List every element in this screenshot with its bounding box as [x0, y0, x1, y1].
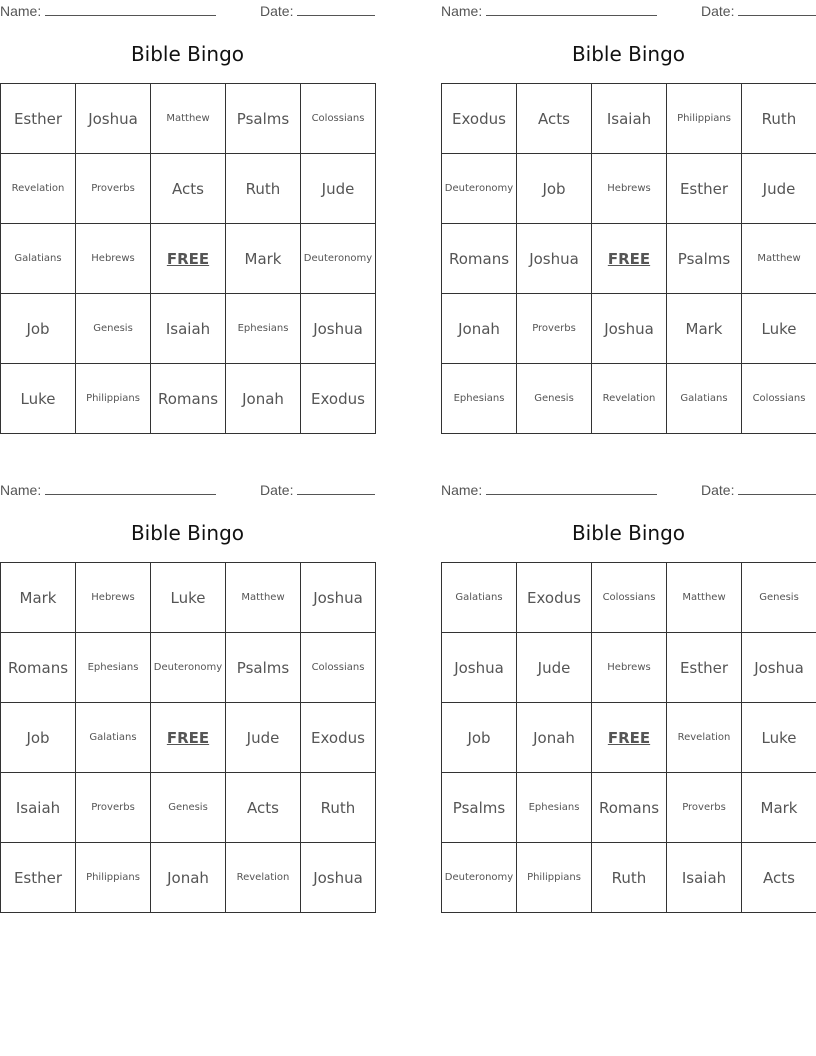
bingo-cell[interactable]: Joshua — [742, 633, 816, 703]
bingo-cell[interactable]: Esther — [1, 843, 76, 913]
card-header — [441, 481, 816, 499]
bingo-cell[interactable]: Deuteronomy — [442, 843, 517, 913]
bingo-cell[interactable]: Ephesians — [442, 364, 517, 434]
name-line — [45, 2, 216, 16]
bingo-cell[interactable]: Revelation — [226, 843, 301, 913]
free-space[interactable]: FREE — [151, 224, 226, 294]
bingo-cell[interactable]: Job — [1, 703, 76, 773]
bingo-row — [442, 563, 816, 633]
bingo-row — [1, 84, 376, 154]
bingo-cell[interactable]: Proverbs — [517, 294, 592, 364]
bingo-cell[interactable]: Acts — [742, 843, 816, 913]
bingo-cell[interactable]: Jonah — [442, 294, 517, 364]
bingo-cell[interactable]: Revelation — [592, 364, 667, 434]
name-line — [486, 2, 657, 16]
bingo-cell[interactable]: Colossians — [592, 563, 667, 633]
card-header — [0, 481, 375, 499]
bingo-grid — [0, 83, 376, 434]
date-field[interactable] — [260, 2, 375, 19]
bingo-cell[interactable]: Ephesians — [76, 633, 151, 703]
bingo-cell[interactable]: Deuteronomy — [442, 154, 517, 224]
bingo-cell[interactable]: Mark — [226, 224, 301, 294]
card-title: Bible Bingo — [130, 521, 245, 545]
bingo-cell[interactable]: Luke — [742, 294, 816, 364]
bingo-cell[interactable]: Esther — [667, 154, 742, 224]
bingo-cell[interactable]: Jonah — [517, 703, 592, 773]
bingo-cell[interactable]: Revelation — [1, 154, 76, 224]
date-field[interactable] — [701, 2, 816, 19]
bingo-cell[interactable]: Ruth — [226, 154, 301, 224]
bingo-cell[interactable]: Ruth — [592, 843, 667, 913]
bingo-card — [441, 479, 816, 913]
bingo-cell[interactable]: Matthew — [226, 563, 301, 633]
bingo-row — [442, 633, 816, 703]
bingo-cell[interactable]: Matthew — [667, 563, 742, 633]
bingo-row — [442, 154, 816, 224]
bingo-cell[interactable]: Philippians — [76, 364, 151, 434]
bingo-row — [442, 773, 816, 843]
bingo-grid — [441, 83, 816, 434]
bingo-cell[interactable]: Jude — [742, 154, 816, 224]
name-label: Name: — [441, 482, 483, 498]
bingo-row — [1, 843, 376, 913]
bingo-cell[interactable]: Isaiah — [1, 773, 76, 843]
bingo-cell[interactable]: Jude — [301, 154, 376, 224]
bingo-card — [0, 479, 375, 913]
bingo-row — [442, 224, 816, 294]
bingo-cell[interactable]: Hebrews — [592, 633, 667, 703]
bingo-row — [442, 364, 816, 434]
bingo-cell[interactable]: Philippians — [667, 84, 742, 154]
bingo-row — [1, 773, 376, 843]
bingo-row — [1, 703, 376, 773]
bingo-cell[interactable]: Joshua — [301, 563, 376, 633]
bingo-cell[interactable]: Ephesians — [226, 294, 301, 364]
bingo-row — [1, 224, 376, 294]
card-title: Bible Bingo — [571, 521, 686, 545]
bingo-cell[interactable]: Jonah — [226, 364, 301, 434]
bingo-cell[interactable]: Acts — [517, 84, 592, 154]
bingo-cell[interactable]: Job — [1, 294, 76, 364]
bingo-cell[interactable]: Acts — [226, 773, 301, 843]
bingo-cell[interactable]: Exodus — [517, 563, 592, 633]
bingo-cell[interactable]: Proverbs — [76, 154, 151, 224]
bingo-cell[interactable]: Genesis — [76, 294, 151, 364]
bingo-cell[interactable]: Galatians — [667, 364, 742, 434]
bingo-cell[interactable]: Acts — [151, 154, 226, 224]
date-field[interactable] — [701, 481, 816, 498]
date-label: Date: — [260, 3, 294, 19]
bingo-cell[interactable]: Colossians — [742, 364, 816, 434]
bingo-cell[interactable]: Jonah — [151, 843, 226, 913]
bingo-cell[interactable]: Ruth — [301, 773, 376, 843]
name-field[interactable] — [441, 2, 657, 19]
bingo-cell[interactable]: Philippians — [76, 843, 151, 913]
bingo-cell[interactable]: Exodus — [301, 703, 376, 773]
bingo-cell[interactable]: Proverbs — [667, 773, 742, 843]
bingo-cell[interactable]: Job — [517, 154, 592, 224]
bingo-cell[interactable]: Jude — [517, 633, 592, 703]
bingo-cell[interactable]: Job — [442, 703, 517, 773]
bingo-cell[interactable]: Luke — [742, 703, 816, 773]
date-line — [738, 2, 816, 16]
name-label: Name: — [0, 3, 42, 19]
bingo-row — [442, 294, 816, 364]
bingo-cell[interactable]: Matthew — [151, 84, 226, 154]
bingo-row — [1, 633, 376, 703]
bingo-cell[interactable]: Revelation — [667, 703, 742, 773]
bingo-cell[interactable]: Colossians — [301, 633, 376, 703]
card-header — [0, 2, 375, 20]
bingo-card — [441, 0, 816, 434]
bingo-cell[interactable]: Philippians — [517, 843, 592, 913]
name-label: Name: — [0, 482, 42, 498]
bingo-cell[interactable]: Joshua — [442, 633, 517, 703]
bingo-cell[interactable]: Romans — [592, 773, 667, 843]
free-space[interactable]: FREE — [592, 703, 667, 773]
bingo-row — [1, 364, 376, 434]
bingo-cell[interactable]: Joshua — [592, 294, 667, 364]
bingo-cell[interactable]: Galatians — [442, 563, 517, 633]
bingo-row — [442, 703, 816, 773]
date-label: Date: — [701, 482, 735, 498]
name-line — [486, 481, 657, 495]
bingo-cell[interactable]: Isaiah — [592, 84, 667, 154]
bingo-row — [442, 84, 816, 154]
bingo-cell[interactable]: Psalms — [226, 633, 301, 703]
bingo-card — [0, 0, 375, 434]
date-line — [738, 481, 816, 495]
bingo-row — [1, 294, 376, 364]
bingo-cell[interactable]: Deuteronomy — [301, 224, 376, 294]
bingo-cell[interactable]: Romans — [1, 633, 76, 703]
bingo-cell[interactable]: Proverbs — [76, 773, 151, 843]
bingo-cell[interactable]: Ruth — [742, 84, 816, 154]
bingo-cell[interactable]: Luke — [151, 563, 226, 633]
bingo-cell[interactable]: Romans — [151, 364, 226, 434]
bingo-cell[interactable]: Esther — [1, 84, 76, 154]
bingo-cell[interactable]: Genesis — [742, 563, 816, 633]
bingo-cell[interactable]: Joshua — [301, 843, 376, 913]
bingo-row — [442, 843, 816, 913]
bingo-cell[interactable]: Mark — [1, 563, 76, 633]
bingo-cell[interactable]: Galatians — [76, 703, 151, 773]
date-line — [297, 2, 375, 16]
name-line — [45, 481, 216, 495]
bingo-cell[interactable]: Mark — [742, 773, 816, 843]
bingo-cell[interactable]: Joshua — [301, 294, 376, 364]
name-field[interactable] — [441, 481, 657, 498]
bingo-cell[interactable]: Exodus — [442, 84, 517, 154]
bingo-cell[interactable]: Deuteronomy — [151, 633, 226, 703]
bingo-cell[interactable]: Romans — [442, 224, 517, 294]
bingo-cell[interactable]: Psalms — [442, 773, 517, 843]
bingo-cell[interactable]: Hebrews — [592, 154, 667, 224]
bingo-cell[interactable]: Hebrews — [76, 224, 151, 294]
date-line — [297, 481, 375, 495]
bingo-cell[interactable]: Joshua — [76, 84, 151, 154]
date-field[interactable] — [260, 481, 375, 498]
free-space[interactable]: FREE — [151, 703, 226, 773]
bingo-cell[interactable]: Psalms — [226, 84, 301, 154]
bingo-grid — [0, 562, 376, 913]
bingo-cell[interactable]: Genesis — [151, 773, 226, 843]
bingo-cell[interactable]: Luke — [1, 364, 76, 434]
card-title: Bible Bingo — [130, 42, 245, 66]
bingo-cell[interactable]: Mark — [667, 294, 742, 364]
free-space[interactable]: FREE — [592, 224, 667, 294]
bingo-cell[interactable]: Galatians — [1, 224, 76, 294]
name-label: Name: — [441, 3, 483, 19]
bingo-row — [1, 154, 376, 224]
date-label: Date: — [701, 3, 735, 19]
name-field[interactable] — [0, 481, 216, 498]
bingo-cell[interactable]: Esther — [667, 633, 742, 703]
bingo-cell[interactable]: Colossians — [301, 84, 376, 154]
bingo-cell[interactable]: Genesis — [517, 364, 592, 434]
card-title: Bible Bingo — [571, 42, 686, 66]
bingo-cell[interactable]: Ephesians — [517, 773, 592, 843]
bingo-cell[interactable]: Isaiah — [667, 843, 742, 913]
bingo-cell[interactable]: Jude — [226, 703, 301, 773]
bingo-cell[interactable]: Exodus — [301, 364, 376, 434]
bingo-cell[interactable]: Hebrews — [76, 563, 151, 633]
bingo-cell[interactable]: Joshua — [517, 224, 592, 294]
bingo-cell[interactable]: Psalms — [667, 224, 742, 294]
bingo-cell[interactable]: Isaiah — [151, 294, 226, 364]
date-label: Date: — [260, 482, 294, 498]
bingo-cell[interactable]: Matthew — [742, 224, 816, 294]
bingo-row — [1, 563, 376, 633]
name-field[interactable] — [0, 2, 216, 19]
bingo-grid — [441, 562, 816, 913]
card-header — [441, 2, 816, 20]
